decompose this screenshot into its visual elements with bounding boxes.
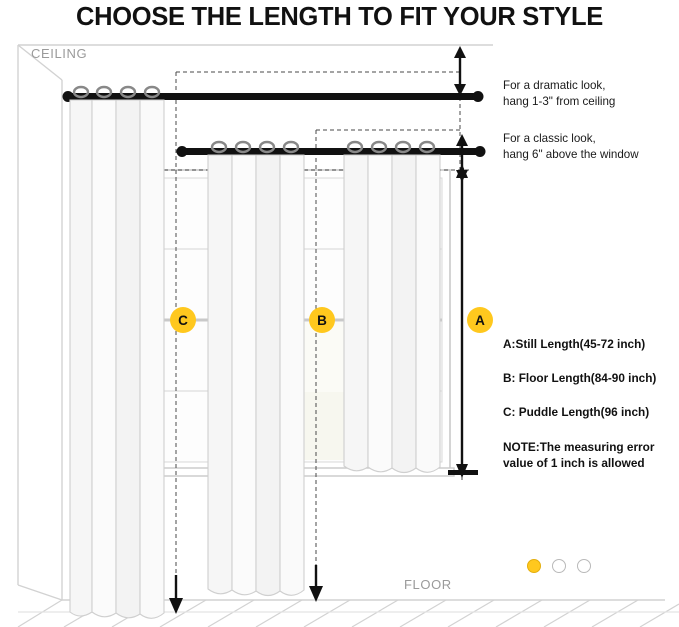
marker-b: B — [309, 307, 335, 333]
curtain-panel-a — [344, 142, 440, 473]
legend-item-b: B: Floor Length(84-90 inch) — [503, 371, 657, 385]
carousel-dot-3[interactable] — [577, 559, 591, 573]
carousel-dots[interactable] — [527, 559, 591, 573]
measure-length-b — [309, 565, 323, 602]
marker-c: C — [170, 307, 196, 333]
callout-dramatic-line2: hang 1-3" from ceiling — [503, 94, 616, 108]
legend-item-a: A:Still Length(45-72 inch) — [503, 337, 646, 351]
callout-dramatic — [503, 78, 615, 109]
measuring-note-line2: value of 1 inch is allowed — [503, 456, 645, 470]
legend-item-c: C: Puddle Length(96 inch) — [503, 405, 650, 419]
floor-corner — [18, 585, 62, 600]
carousel-dot-2[interactable] — [552, 559, 566, 573]
measure-ceiling-to-rod — [454, 46, 466, 96]
measure-length-c — [169, 575, 183, 614]
callout-classic — [503, 131, 639, 162]
measuring-note-line1: NOTE:The measuring error — [503, 440, 655, 454]
marker-a: A — [467, 307, 493, 333]
measuring-note — [503, 439, 654, 471]
callout-dramatic-line1: For a dramatic look, — [503, 79, 606, 92]
callout-classic-line2: hang 6" above the window — [503, 147, 639, 161]
floor-label: FLOOR — [404, 577, 452, 592]
callout-classic-line1: For a classic look, — [503, 132, 596, 145]
page-title: CHOOSE THE LENGTH TO FIT YOUR STYLE — [76, 3, 603, 31]
carousel-dot-1[interactable] — [527, 559, 541, 573]
ceiling-label: CEILING — [31, 46, 88, 61]
